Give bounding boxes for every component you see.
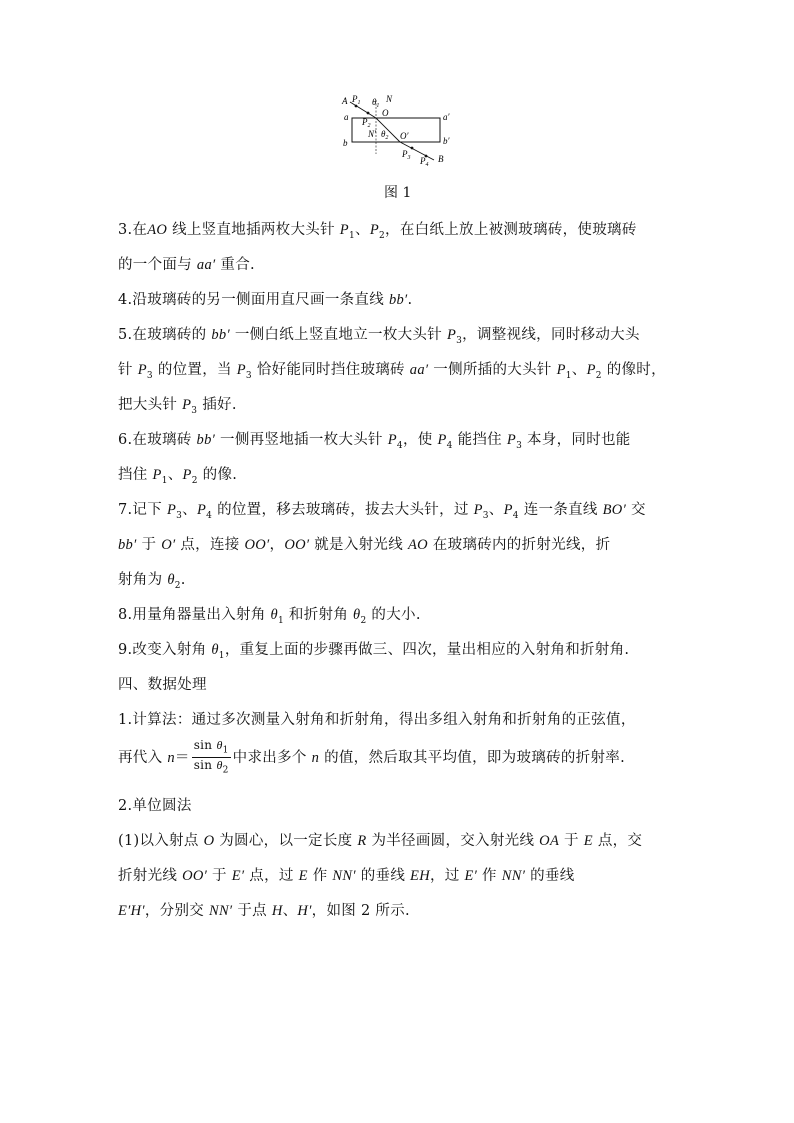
step4-line1: 4.沿玻璃砖的另一侧面用直尺画一条直线 bb′.: [118, 292, 413, 308]
unit-line2: 折射光线 OO′ 于 E′ 点，过 E 作 NN′ 的垂线 EH，过 E′ 作 NN′ 的垂线: [118, 868, 575, 884]
step5-line3: 把大头针 $P_3$ 插好.: [118, 397, 237, 416]
step3-line2: 的一个面与 aa′ 重合.: [118, 257, 255, 273]
step5-line2: 针 $P_3$ 的位置，当 $P_3$ 恰好能同时挡住玻璃砖 aa′ 一侧所插的大头针 $P_1$、$P_2$ 的像时，: [118, 362, 666, 381]
unit-line3: E′H′，分别交 NN′ 于点 H、H′，如图 2 所示.: [118, 903, 410, 919]
label-p3: $P_3$: [402, 149, 411, 161]
unit-circle-title: 2.单位圆法: [118, 798, 192, 814]
sine-ratio-fraction: $\frac{\sin \theta_1}{\sin \theta_2}$: [193, 738, 229, 776]
step8-line1: 8.用量角器量出入射角 $\theta_1$ 和折射角 $\theta_2$ 的大小.: [118, 607, 421, 626]
pin-p3: [411, 147, 414, 150]
unit-line1: (1)以入射点 O 为圆心，以一定长度 R 为半径画圆，交入射光线 OA 于 E 点，交: [118, 833, 643, 849]
label-b-upper: B: [438, 154, 444, 164]
label-theta1: $\theta_1$: [372, 97, 380, 109]
calc-line1: 1.计算法：通过多次测量入射角和折射角，得出多组入射角和折射角的正弦值，: [118, 712, 636, 728]
step7-line3: 射角为 $\theta_2$.: [118, 572, 186, 591]
step7-line2: bb′ 于 O′ 点，连接 OO′，OO′ 就是入射光线 AO 在玻璃砖内的折射光线，折: [118, 537, 611, 553]
label-a-lower: a: [344, 112, 349, 122]
label-p1: $P_1$: [352, 94, 361, 106]
section4-heading: 四、数据处理: [118, 677, 207, 693]
label-a-upper: A: [342, 96, 348, 106]
step7-line1: 7.记下 $P_3$、$P_4$ 的位置，移去玻璃砖，拔去大头针，过 $P_3$、$P_4$ 连一条直线 BO′ 交: [118, 502, 646, 521]
refraction-diagram: [330, 92, 460, 170]
step9-line1: 9.改变入射角 $\theta_1$，重复上面的步骤再做三、四次，量出相应的入射角和折射角.: [118, 642, 630, 661]
label-b-prime: b′: [443, 136, 450, 146]
figure-caption: 图 1: [384, 185, 412, 201]
label-b-lower: b: [343, 138, 348, 148]
label-o: O: [382, 108, 389, 118]
label-n-prime: N′: [368, 129, 376, 139]
step6-line2: 挡住 $P_1$、$P_2$ 的像.: [118, 467, 238, 486]
pin-p2: [367, 112, 370, 115]
label-o-prime: O′: [400, 131, 409, 141]
step6-line1: 6.在玻璃砖 bb′ 一侧再竖地插一枚大头针 $P_4$，使 $P_4$ 能挡住 $P_3$ 本身，同时也能: [118, 432, 631, 451]
label-p4: $P_4$: [420, 156, 429, 168]
label-a-prime: a′: [443, 112, 450, 122]
step5-line1: 5.在玻璃砖的 bb′ 一侧白纸上竖直地立一枚大头针 $P_3$，调整视线，同时移动大头: [118, 327, 640, 346]
label-p2: $P_2$: [362, 117, 371, 129]
step3-line1: 3.在AO 线上竖直地插两枚大头针 $P_1$、$P_2$，在白纸上放上被测玻璃砖，使玻璃砖: [118, 222, 637, 241]
label-n: N: [386, 94, 393, 104]
calc-line2: 再代入 n＝ $\frac{\sin \theta_1}{\sin \theta_2}$ 中求出多个 n 的值，然后取其平均值，即为玻璃砖的折射率.: [118, 738, 625, 776]
label-theta2: $\theta_2$: [381, 129, 389, 141]
